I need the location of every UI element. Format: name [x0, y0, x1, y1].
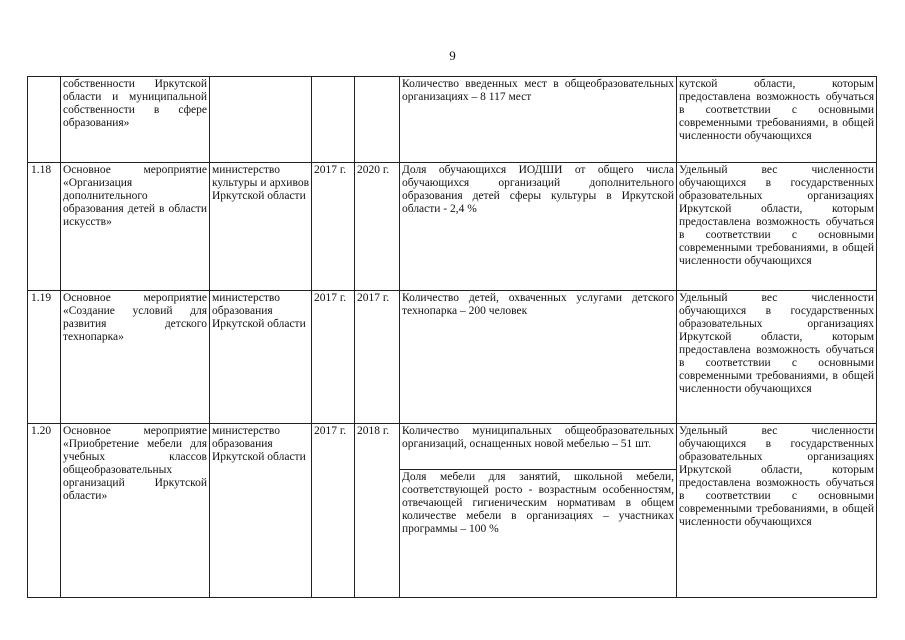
row-number: 1.18	[28, 163, 61, 291]
event-name: Основное мероприятие «Приобретение мебели для учебных классов общеобразовательных организаций Иркутской области»	[61, 424, 210, 598]
event-name: собственности Иркутской области и муниципальной собственности в сфере образования»	[61, 77, 210, 163]
result-indicator: Удельный вес численности обучающихся в государственных образовательных организациях Иркутской области, которым предоставлена возможность обучаться в соответствии с основными современными требованиями, в общей численности обучающихся	[677, 424, 877, 598]
start-year	[312, 77, 355, 163]
indicator: Доля обучающихся ИОДШИ от общего числа обучающихся организаций дополнительного образования детей сферы культуры в Иркутской области - 2,4 %	[402, 164, 674, 215]
result-indicator: Удельный вес численности обучающихся в государственных образовательных организациях Иркутской области, которым предоставлена возможность обучаться в соответствии с основными современными требованиями, в общей численности обучающихся	[677, 163, 877, 291]
indicators-cell	[400, 291, 677, 424]
result-indicator: Удельный вес численности обучающихся в государственных образовательных организациях Иркутской области, которым предоставлена возможность обучаться в соответствии с основными современными требованиями, в общей численности обучающихся	[677, 291, 877, 424]
event-name: Основное мероприятие «Создание условий для развития детского технопарка»	[61, 291, 210, 424]
end-year: 2018 г.	[355, 424, 400, 598]
program-events-table	[27, 76, 877, 598]
end-year	[355, 77, 400, 163]
start-year: 2017 г.	[312, 291, 355, 424]
table-row	[28, 163, 877, 291]
table-row	[28, 291, 877, 424]
indicators-cell	[400, 163, 677, 291]
row-number: 1.20	[28, 424, 61, 598]
executor: министерство культуры и архивов Иркутской области	[210, 163, 312, 291]
table-row	[28, 424, 877, 598]
indicators-cell	[400, 77, 677, 163]
result-indicator: кутской области, которым предоставлена возможность обучаться в соответствии с основными современными требованиями, в общей численности обучающихся	[677, 77, 877, 163]
indicators-cell	[400, 424, 677, 598]
page-number: 9	[449, 48, 456, 63]
executor: министерство образования Иркутской области	[210, 291, 312, 424]
row-number	[28, 77, 61, 163]
indicator: Количество детей, охваченных услугами детского технопарка – 200 человек	[402, 292, 674, 317]
executor: министерство образования Иркутской области	[210, 424, 312, 598]
end-year: 2020 г.	[355, 163, 400, 291]
start-year: 2017 г.	[312, 424, 355, 598]
start-year: 2017 г.	[312, 163, 355, 291]
table-row	[28, 77, 877, 163]
indicator: Количество введенных мест в общеобразовательных организациях – 8 117 мест	[402, 78, 674, 103]
executor	[210, 77, 312, 163]
end-year: 2017 г.	[355, 291, 400, 424]
event-name: Основное мероприятие «Организация дополнительного образования детей в области искусств»	[61, 163, 210, 291]
indicator: Количество муниципальных общеобразовательных организаций, оснащенных новой мебелью – 51 шт.	[402, 425, 674, 450]
row-number: 1.19	[28, 291, 61, 424]
indicator: Доля мебели для занятий, школьной мебели, соответствующей росто - возрастным особенностям, отвечающей гигиеническим нормативам в общем количестве мебели в организациях – участниках программы – 100 %	[400, 469, 676, 540]
